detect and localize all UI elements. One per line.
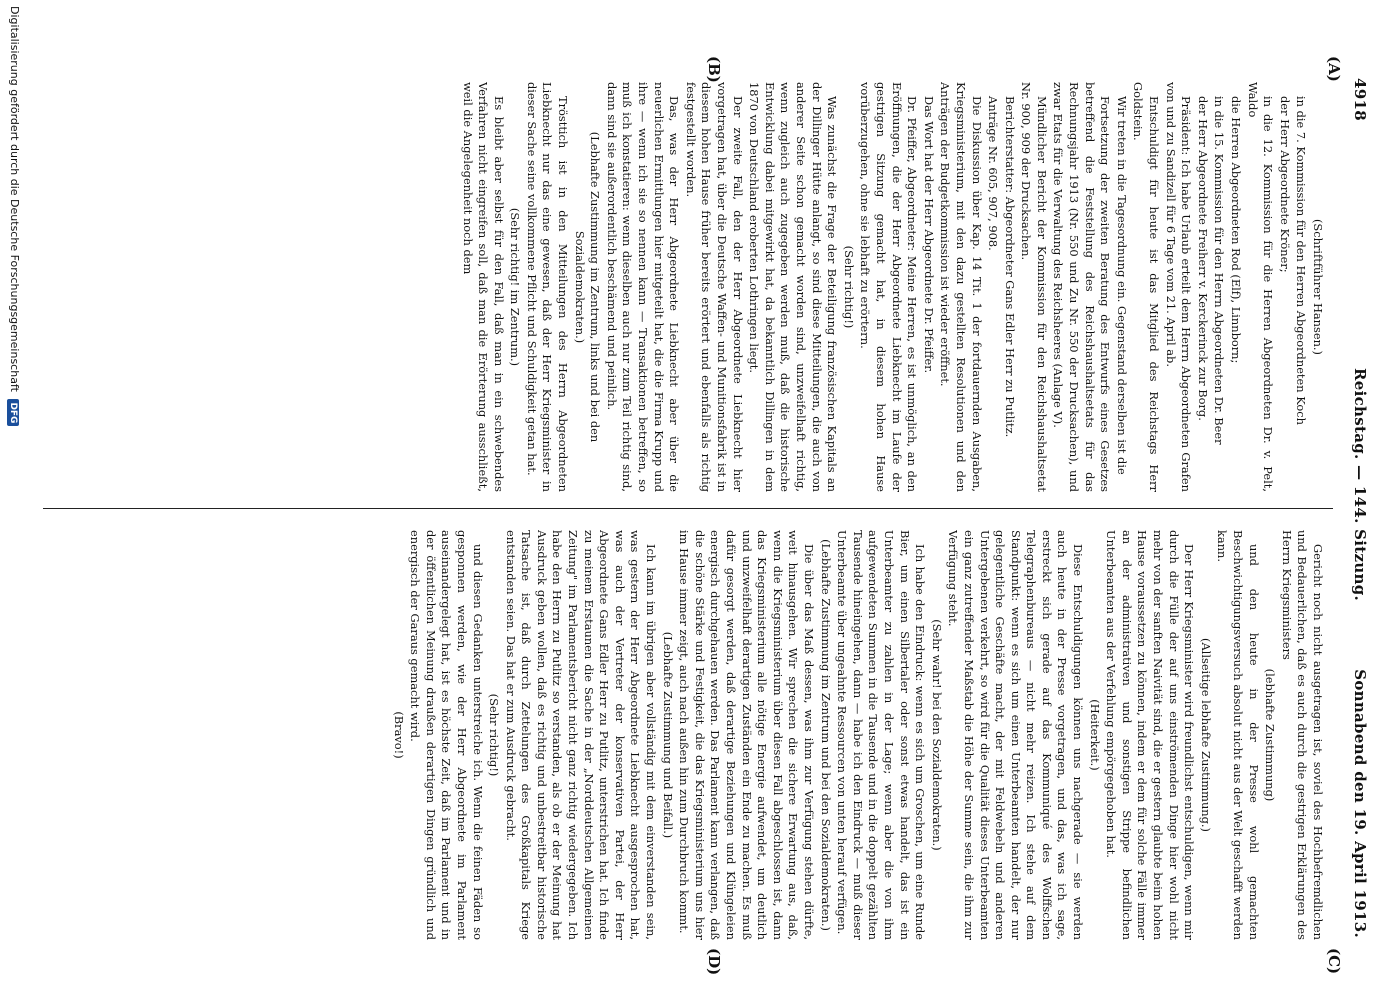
paragraph: (Sehr wahr! bei den Sozialdemokraten.)	[929, 619, 944, 851]
column-divider	[43, 508, 1333, 509]
page-header	[1341, 78, 1371, 938]
paragraph: Entschuldigt für heute ist das Mitglied des Reichstags Herr Goldstein.	[1131, 82, 1162, 492]
paragraph: in die 12. Kommission für die Herren Abgeordneten Dr. v. Pelt, Waldo	[1245, 82, 1276, 492]
paragraph: Berichterstatter: Abgeordneter Gans Edler Herr zu Putlitz.	[1002, 96, 1017, 438]
paragraph: Was zunächst die Frage der Beteiligung französischen Kapitals an der Dillinger Hütte anlangt, so sind diese Mitteilungen, die auch von anderer Seite schon gemacht worden sind, unzweifelhaft richtig, wenn zugleich auch zugegeben werden muß, daß die historische Entwicklung dabei mitgewirkt hat, da bekanntlich Dillingen in dem 1870 von Deutschland eroberten Lothringen liegt.	[747, 82, 840, 492]
paragraph: (Lebhafte Zustimmung im Zentrum und bei den Sozialdemokraten.)	[818, 539, 833, 931]
paragraph: (Sehr richtig! im Zentrum.)	[508, 207, 523, 367]
paragraph: Es bleibt aber selbst für den Fall, daß man in ein schwebendes Verfahren nicht eingreifen soll, daß man die Erörterung ausschließt, weil die Angelegenheit noch dem	[460, 82, 506, 492]
session-date: Sonnabend den 19. April 1913.	[1351, 669, 1369, 938]
paragraph: Trösttich ist in den Mitteilungen des Herrn Abgeordneten Liebknecht nur das eine gewesen, daß der Herr Kriegsminister in dieser Sache seine vollkommene Pflicht und Schuldigkeit getan hat.	[524, 82, 571, 492]
paragraph: Die Diskussion über Kap. 14 Tit. 1 der fortdauernden Ausgaben, Kriegsministerium, mit den dazu gestellten Resolutionen und den Anträgen der Budgetkommission ist wieder eröffnet.	[938, 82, 984, 492]
paragraph: und diesen Gedanken unterstreiche ich. Wenn die feinen Fäden so gesponnen werden, wie der Herr Abgeordnete im Parlament auseinandergelegt hat, ist es höchste Zeit, daß im Parlament und in der öffentlichen Meinung draußen derartigen Dingen gründlich und energisch der Garaus gemacht wird.	[408, 530, 485, 940]
paragraph: Wir treten in die Tagesordnung ein. Gegenstand derselben ist die	[1114, 96, 1129, 475]
paragraph: Diese Entschuldigungen können uns nachgerade — sie werden auch heute in der Presse vorgetragen, und das, was ich sage, erstreckt sich gerade auf das Kommuniqué des Wolffschen Telegraphenbureaus — nicht mehr reizen. Ich stehe auf dem Standpunkt: wenn es sich um einen Unterbeamten handelt, der nur gelegentliche Geschäfte macht, der mit Feldwebeln und anderen Untergebenen verkehrt, so wird für die Qualität dieses Unterbeamten ein ganz zutreffender Maßstab die Höhe der Summe sein, die ihm zur Verfügung steht.	[946, 530, 1086, 940]
paragraph: Ich kann im übrigen aber vollständig mit dem einverstanden sein, was gestern der Herr Abgeordnete Liebknecht ausgesprochen hat, was auch der Vertreter der konservativen Partei, der Herr Abgeordnete Gans Edler Herr zu Putlitz, unterstrichen hat. Ich finde zu meinem Erstaunen die Sache in der „Norddeutschen Allgemeinen Zeitung" im Parlamentsbericht nicht ganz richtig wiedergegeben. Ich habe den Herrn zu Putlitz so verstanden, als ob er der Meinung hat Ausdruck geben wollen, daß es richtig und unbestreitbar historische Tatsache ist, daß durch Zettelungen des Großkapitals Kriege entstanden seien. Das hat er zum Ausdruck gebracht.	[503, 530, 659, 940]
digitization-footer	[7, 6, 21, 426]
paragraph: Die über das Maß dessen, was ihm zur Verfügung stehen dürfte, weit hinausgehen. Wir sprechen die sichere Erwartung aus, daß, wenn die Kriegsministerium über diesen Fall abgeschlossen ist, dann das Kriegsministerium alle nötige Energie aufwendet, um deutlich und unzweifelhaft derartigen Zuständen ein Ende zu machen. Es muß dafür gesorgt werden, daß derartige Beziehungen und Klüngeleien energisch durchgehauen werden. Das Parlament kann verlangen, daß die schöne Stärke und Festigkeit, die das Kriegsministerium uns hier im Hause immer zeigt, auch nach außen hin zum Durchbruch kommt.	[677, 530, 816, 940]
paragraph: Mündlicher Bericht der Kommission für den Reichshaushaltsetat Nr. 900, 909 der Drucksachen.	[1019, 82, 1049, 492]
paragraph: Anträge Nr. 605, 907, 908.	[986, 96, 1001, 251]
margin-marker-c: (C)	[1325, 948, 1343, 975]
paragraph: (lebhafte Zustimmung)	[1263, 668, 1278, 802]
paragraph: (Sehr richtig!)	[487, 693, 502, 777]
paragraph: Der zweite Fall, den der Herr Abgeordnete Liebknecht hier vorgetragen hat, über die Deutsche Waffen- und Munitionsfabrik ist in diesem hohen Hause früher bereits erörtert und ebenfalls als richtig festgestellt worden.	[683, 82, 745, 492]
right-text-column	[55, 530, 1325, 940]
paragraph: (Lebhafte Zustimmung im Zentrum, links und bei den Sozialdemokraten.)	[572, 131, 603, 443]
paragraph: Fortsetzung der zweiten Beratung des Entwurfs eines Gesetzes betreffend die Feststellung des Reichshaushaltsetats für das Rechnungsjahr 1913 (Nr. 550 und Zu Nr. 550 der Drucksachen), und zwar Etats für die Verwaltung des Reichsheeres (Anlage V).	[1051, 82, 1113, 492]
paragraph: Präsident: Ich habe Urlaub erteilt dem Herrn Abgeordneten Grafen von und zu Sandizell für 6 Tage vom 21. April ab.	[1163, 82, 1194, 492]
paragraph: (Bravo!)	[391, 711, 406, 759]
paragraph: Der Herr Kriegsminister wird freundlichst entschuldigen, wenn mir durch die Fülle der auf uns einströmenden Dinge hier wohl nicht mehr von der sanften Naivität sind, die er gestern glaubte beim hohen Hause voraussetzen zu können, indem er dem für solche Fälle immer an der administrativen und sonstigen Strippe befindlichen Unterbeamten aus der Verfehlung empörgegehoben hat.	[1104, 530, 1197, 940]
margin-marker-a: (A)	[1325, 56, 1343, 82]
paragraph: und den heute in der Presse wohl gemachten Beschwichtigungsversuch absolut nicht aus der Welt geschafft werden kann.	[1215, 530, 1261, 940]
footer-text: Digitalisierung gefördert durch die Deutsche Forschungsgemeinschaft	[8, 6, 21, 392]
paragraph: in die 15. Kommission für den Herrn Abgeordneten Dr. Beer	[1212, 96, 1227, 445]
session-title: Reichstag. — 144. Sitzung.	[1351, 368, 1369, 602]
paragraph: (Schriftführer Hansen.)	[1311, 218, 1325, 356]
left-text-column	[55, 82, 1325, 492]
paragraph: der Herr Abgeordnete Freiherr v. Kerckerinck zur Borg.	[1195, 96, 1210, 421]
paragraph: (Allseitige lebhafte Zustimmung.)	[1198, 638, 1213, 832]
margin-marker-b: (B)	[705, 56, 723, 83]
dfg-logo: DFG	[7, 399, 19, 426]
paragraph: (Lebhafte Zustimmung und Beifall.)	[660, 631, 675, 839]
paragraph: (Sehr richtig!)	[841, 245, 856, 329]
paragraph: Ich habe den Eindruck: wenn es sich um Groschen, um eine Runde Bier, um einen Silbertaler oder sonst etwas handelt, das ist ein Unterbeamter zu zahlen in der Lage; wenn aber die von ihm aufgewendeten Summen in die Tausende und in die doppelt gezählten Tausende hineingehen, dann — habe ich den Eindruck — muß dieser Unterbeamte über ungeahnte Ressourcen von unten herauf verfügen.	[835, 530, 928, 940]
paragraph: in die 7. Kommission für den Herren Abgeordneten Koch	[1294, 96, 1309, 425]
paragraph: (Heiterkeit.)	[1087, 699, 1102, 771]
paragraph: Das, was der Herr Abgeordnete Liebknecht aber über die neuerlichen Ermittlungen hier mitgeteilt hat, die die Firma Krupp und ihre — wenn ich sie so nennen kann — Transaktionen betreffen, so muß ich konstatieren: wenn dieselben auch nur zum Teil richtig sind, dann sind sie außerordentlich beschämend und peinlich.	[604, 82, 682, 492]
paragraph: die Herren Abgeordneten Rod (Elf), Linnborn;	[1229, 96, 1244, 364]
paragraph: Dr. Pfeiffer, Abgeordneter: Meine Herren, es ist unmöglich, an den Eröffnungen, die der Herr Abgeordnete Liebknecht im Laufe der gestrigen Sitzung gemacht hat, in diesem hohen Hause vorüberzugehen, ohne sie lebhaft zu erörtern.	[858, 82, 920, 492]
margin-marker-d: (D)	[705, 948, 723, 976]
paragraph: Gericht noch nicht ausgetragen ist, soviel des Hochbefremdlichen und Bedauerlichen, daß es auch durch die gestrigen Erklärungen des Herrn Kriegsministers	[1279, 530, 1325, 940]
paragraph: Das Wort hat der Herr Abgeordnete Dr. Pfeiffer.	[921, 96, 936, 374]
paragraph: der Herr Abgeordnete Kröner;	[1277, 96, 1292, 273]
page-number: 4918	[1351, 78, 1369, 121]
